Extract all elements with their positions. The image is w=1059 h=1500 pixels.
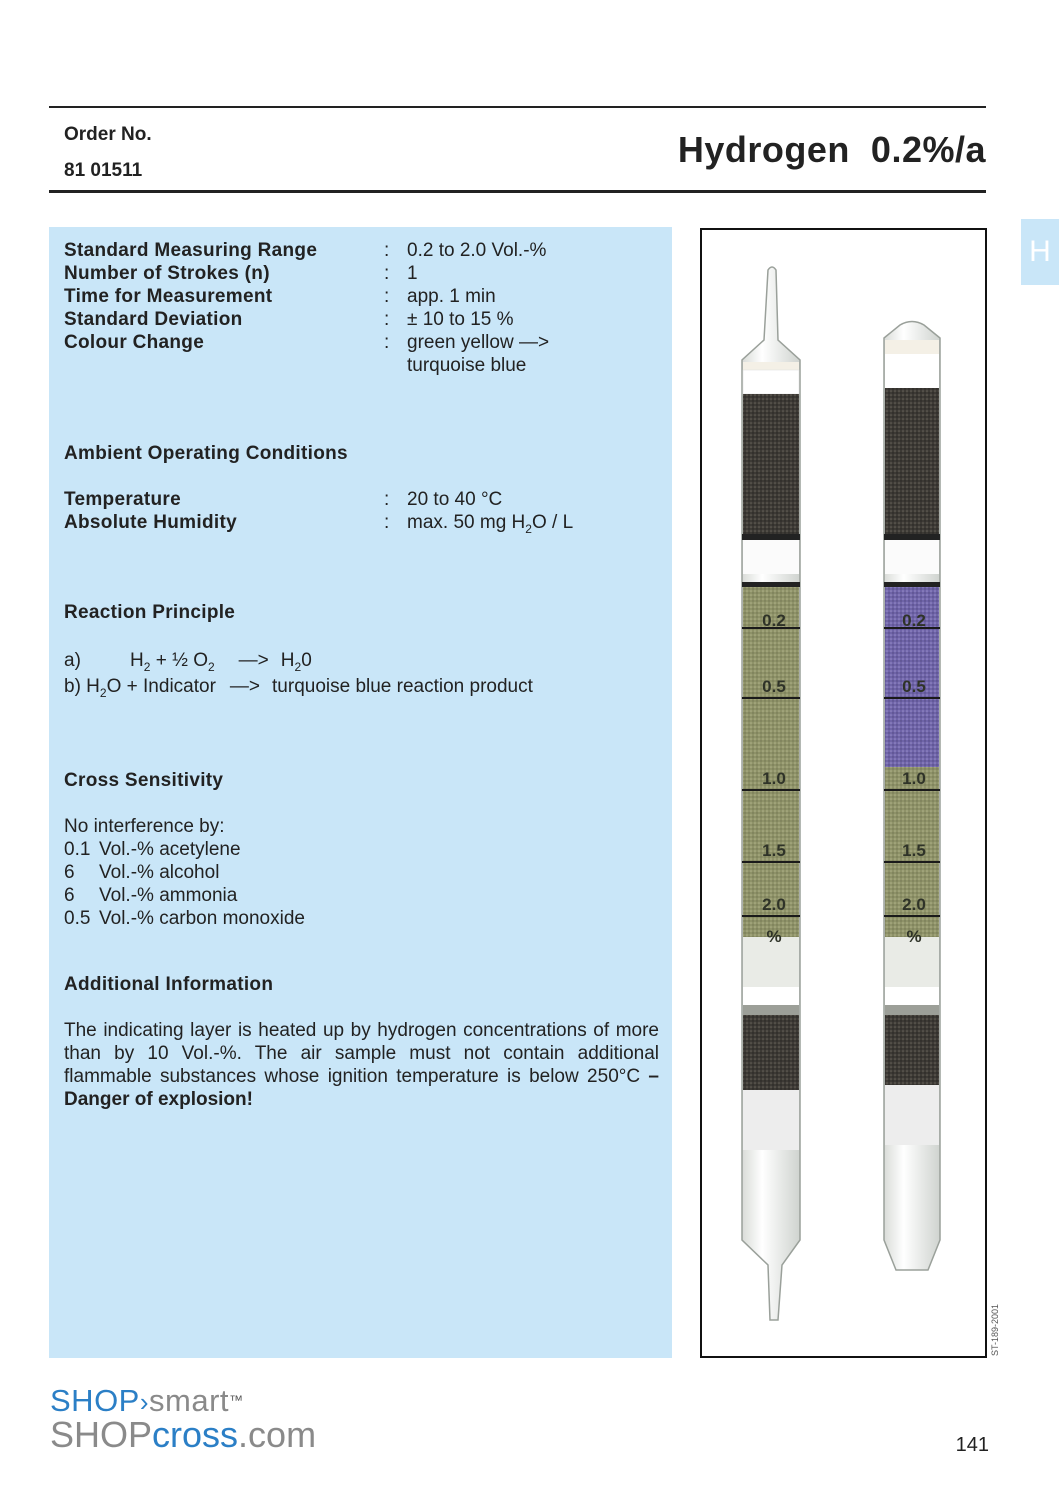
tube-unused (742, 267, 800, 1320)
cross-amount: 0.1 (64, 839, 91, 860)
cross-substance: acetylene (159, 839, 241, 860)
cross-item (64, 838, 241, 861)
tube-scale-label: 2.0 (762, 895, 786, 914)
page-number: 141 (955, 1434, 989, 1456)
cross-unit: Vol.-% (99, 862, 154, 883)
logo-shop-2: SHOP (50, 1414, 153, 1455)
spec-row (64, 262, 418, 285)
cross-substance: alcohol (159, 862, 220, 883)
logo-line-2 (50, 1414, 317, 1455)
tube-scale-label: 0.5 (762, 677, 786, 696)
logo-smart: smart (149, 1383, 230, 1418)
temperature-row (64, 488, 503, 511)
cross-unit: Vol.-% (99, 885, 154, 906)
tube-scale-label: 0.2 (902, 611, 926, 630)
ambient-heading: Ambient Operating Conditions (64, 443, 348, 464)
cross-substance: carbon monoxide (159, 908, 305, 929)
reaction-b-sub: 2 (99, 685, 107, 700)
tube-scale-label: 0.2 (762, 611, 786, 630)
tube-scale-label: 1.5 (902, 841, 926, 860)
reaction-a-h-sub: 2 (143, 659, 151, 674)
additional-text (64, 1019, 659, 1111)
reaction-b-mid: O + Indicator (106, 676, 216, 697)
reaction-b-arrow: —> (229, 676, 261, 697)
cross-intro: No interference by: (64, 816, 225, 837)
order-label: Order No. (64, 124, 152, 145)
side-index-tab[interactable]: H (1021, 219, 1059, 285)
cross-substance: ammonia (159, 885, 238, 906)
reaction-a-product: H (280, 650, 295, 671)
reaction-b-prefix: b) H (64, 676, 100, 697)
tube-photo-graphic (702, 230, 985, 1356)
photo-credit: ST-189-2001 (990, 1303, 1000, 1356)
reaction-line-b (64, 675, 533, 705)
additional-body: The indicating layer is heated up by hydrogen concentrations of more than by 10 Vol.-%. The air sample must not contain additional flammable substances whose ignition temperature is below 250°C (64, 1020, 659, 1087)
additional-heading: Additional Information (64, 974, 274, 995)
logo-shop: SHOP (50, 1383, 140, 1418)
tube-photo (700, 228, 987, 1358)
tube-scale-label: % (766, 927, 782, 946)
cross-item (64, 907, 305, 930)
spec-panel (49, 227, 672, 1358)
humidity-prefix: max. 50 mg H (407, 512, 526, 533)
spec-value: 0.2 to 2.0 Vol.-% (407, 240, 547, 261)
page-title: Hydrogen 0.2%/a (677, 129, 986, 170)
tube-scale-label: 1.0 (902, 769, 926, 788)
tube-scale-label: 1.5 (762, 841, 786, 860)
humidity-value (407, 511, 573, 541)
spec-row (64, 308, 514, 331)
temperature-value: 20 to 40 °C (407, 489, 503, 510)
header-bottom-rule (49, 190, 986, 193)
reaction-a-product-end: 0 (301, 650, 312, 671)
humidity-row (64, 511, 574, 536)
reaction-a-prefix: a) (64, 650, 81, 671)
logo-domain: .com (238, 1414, 317, 1455)
spec-row (64, 239, 547, 262)
spec-value: ± 10 to 15 % (407, 309, 514, 330)
cross-amount: 6 (64, 885, 75, 906)
spec-value: green yellow —> (407, 332, 550, 353)
cross-item (64, 861, 219, 884)
colon: : (384, 332, 390, 353)
tube-scale-label: 0.5 (902, 677, 926, 696)
colon: : (384, 489, 390, 510)
colon: : (384, 240, 390, 261)
tube-scale-label: % (906, 927, 922, 946)
top-rule (49, 106, 986, 108)
chevron-right-icon: › (139, 1387, 150, 1417)
spec-label: Number of Strokes (n) (64, 263, 270, 284)
reaction-a-arrow: —> (238, 650, 269, 671)
cross-unit: Vol.-% (99, 908, 154, 929)
temperature-label: Temperature (64, 489, 181, 510)
tube-scale-label: 1.0 (762, 769, 786, 788)
spec-row (64, 285, 496, 308)
spec-label: Standard Deviation (64, 309, 243, 330)
reaction-a-product-sub: 2 (294, 659, 302, 674)
colon: : (384, 286, 390, 307)
tube-scale-label: 2.0 (902, 895, 926, 914)
spec-value-line2: turquoise blue (407, 355, 527, 376)
logo-trademark: ™ (229, 1392, 244, 1408)
reaction-a-h: H (130, 650, 144, 671)
colon: : (384, 263, 390, 284)
cross-heading: Cross Sensitivity (64, 770, 224, 791)
reaction-a-o-sub: 2 (207, 659, 215, 674)
spec-value: app. 1 min (407, 286, 496, 307)
logo-cross: cross (152, 1414, 239, 1455)
humidity-suffix: O / L (531, 512, 574, 533)
reaction-a-plus: + ½ O (150, 650, 208, 671)
spec-label: Standard Measuring Range (64, 240, 318, 261)
spec-label: Colour Change (64, 332, 205, 353)
reaction-heading: Reaction Principle (64, 602, 236, 623)
reaction-b-product: turquoise blue reaction product (272, 676, 533, 697)
spec-label: Time for Measurement (64, 286, 273, 307)
tube-used (884, 322, 940, 1271)
order-number: 81 01511 (64, 160, 143, 181)
cross-item (64, 884, 237, 907)
colon: : (384, 512, 390, 533)
humidity-label: Absolute Humidity (64, 512, 237, 533)
cross-unit: Vol.-% (99, 839, 154, 860)
shopcross-logo[interactable] (50, 1383, 317, 1455)
colon: : (384, 309, 390, 330)
spec-row (64, 331, 550, 354)
spec-value: 1 (407, 263, 418, 284)
humidity-subscript: 2 (525, 521, 532, 536)
cross-amount: 6 (64, 862, 75, 883)
danger-warning: – Danger of explosion! (64, 1066, 659, 1110)
cross-amount: 0.5 (64, 908, 91, 929)
